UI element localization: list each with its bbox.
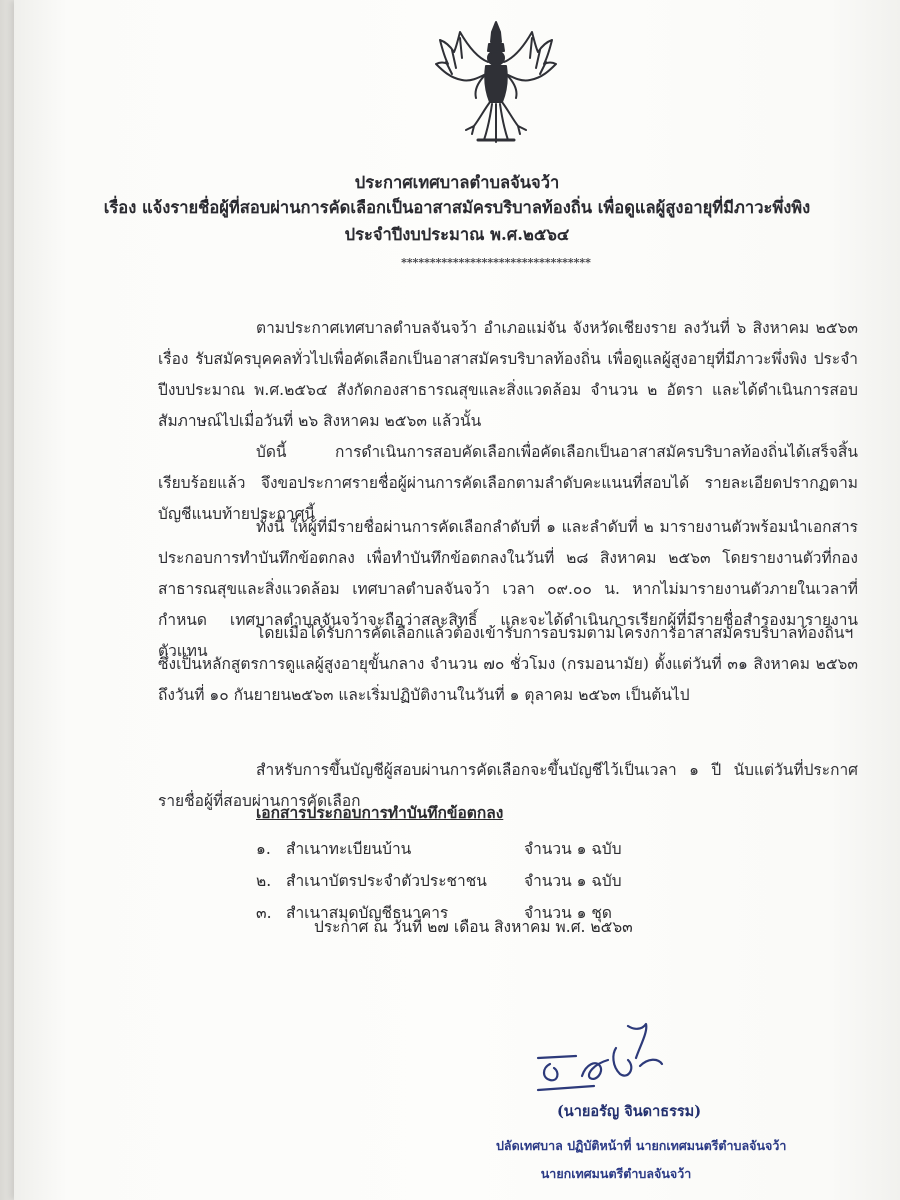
paragraph-1 — [158, 313, 858, 437]
separator-stars: ********************************* — [401, 256, 591, 269]
document-item-number: ๓. — [256, 904, 272, 922]
document-item-quantity: จำนวน ๑ ชุด — [524, 904, 612, 922]
paragraph-4-text: โดยเมื่อได้รับการคัดเลือกแล้วต้องเข้ารับการอบรมตามโครงการอาสาสมัครบริบาลท้องถิ่นฯ ซึ่งเป็นหลักสูตรการดูแลผู้สูงอายุขั้นกลาง จำนวน ๗๐ ชั่วโมง (กรมอนามัย) ตั้งแต่วันที่ ๓๑ สิงหาคม ๒๕๖๓ ถึงวันที่ ๑๐ กันยายน๒๕๖๓ และเริ่มปฏิบัติงานในวันที่ ๑ ตุลาคม ๒๕๖๓ เป็นต้นไป — [158, 624, 858, 704]
announcement-subject: เรื่อง แจ้งรายชื่อผู้ที่สอบผ่านการคัดเลือกเป็นอาสาสมัครบริบาลท้องถิ่น เพื่อดูแลผู้สูงอายุที่มีภาวะพึ่งพิง — [103, 198, 811, 217]
document-list-item — [256, 868, 622, 894]
garuda-emblem-icon — [434, 18, 558, 146]
document-item-number: ๒. — [256, 872, 272, 890]
document-list-item — [256, 836, 622, 862]
signer-name: (นายอรัญ จินดาธรรม) — [556, 1103, 702, 1120]
document-item-quantity: จำนวน ๑ ฉบับ — [524, 840, 622, 858]
announcement-title: ประกาศเทศบาลตำบลจันจว้า — [354, 173, 560, 192]
page-edge-shadow — [0, 0, 14, 1200]
signer-position-line-1: ปลัดเทศบาล ปฏิบัติหน้าที่ นายกเทศมนตรีตำบลจันจว้า — [496, 1138, 787, 1153]
document-item-name: สำเนาบัตรประจำตัวประชาชน — [286, 872, 487, 890]
document-item-name: สำเนาทะเบียนบ้าน — [286, 840, 412, 858]
documents-heading: เอกสารประกอบการทำบันทึกข้อตกลง — [256, 803, 504, 822]
paragraph-2-text: บัดนี้ การดำเนินการสอบคัดเลือกเพื่อคัดเลือกเป็นอาสาสมัครบริบาลท้องถิ่นได้เสร็จสิ้นเรียบร้อยแล้ว จึงขอประกาศรายชื่อผู้ผ่านการคัดเลือกตามลำดับคะแนนที่สอบได้ รายละเอียดปรากฏตามบัญชีแนบท้ายประกาศนี้ — [158, 443, 858, 523]
paragraph-1-text: ตามประกาศเทศบาลตำบลจันจว้า อำเภอแม่จัน จังหวัดเชียงราย ลงวันที่ ๖ สิงหาคม ๒๕๖๓ เรื่อง รับสมัครบุคคลทั่วไปเพื่อคัดเลือกเป็นอาสาสมัครบริบาลท้องถิ่น เพื่อดูแลผู้สูงอายุที่มีภาวะพึ่งพิง ประจำปีงบประมาณ พ.ศ.๒๕๖๔ สังกัดกองสาธารณสุขและสิ่งแวดล้อม จำนวน ๒ อัตรา และได้ดำเนินการสอบสัมภาษณ์ไปเมื่อวันที่ ๒๖ สิงหาคม ๒๕๖๓ แล้วนั้น — [158, 319, 858, 430]
document-item-quantity: จำนวน ๑ ฉบับ — [524, 872, 622, 890]
document-page — [14, 0, 900, 1200]
signer-position-line-2: นายกเทศมนตรีตำบลจันจว้า — [540, 1166, 692, 1181]
paragraph-4 — [158, 618, 858, 711]
paragraph-5-text: สำหรับการขึ้นบัญชีผู้สอบผ่านการคัดเลือกจะขึ้นบัญชีไว้เป็นเวลา ๑ ปี นับแต่วันที่ประกาศรายชื่อผู้ที่สอบผ่านการคัดเลือก — [158, 761, 858, 810]
document-item-number: ๑. — [256, 840, 271, 858]
document-item-name: สำเนาสมุดบัญชีธนาคาร — [286, 904, 449, 922]
announcement-date: ประกาศ ณ วันที่ ๒๗ เดือน สิงหาคม พ.ศ. ๒๕๖๓ — [314, 918, 633, 936]
paragraph-3-text: ทั้งนี้ ให้ผู้ที่มีรายชื่อผ่านการคัดเลือกลำดับที่ ๑ และลำดับที่ ๒ มารายงานตัวพร้อมนำเอกสารประกอบการทำบันทึกข้อตกลง เพื่อทำบันทึกข้อตกลงในวันที่ ๒๘ สิงหาคม ๒๕๖๓ โดยรายงานตัวที่กองสาธารณสุขและสิ่งแวดล้อม เทศบาลตำบลจันจว้า เวลา ๐๙.๐๐ น. หากไม่มารายงานตัวภายในเวลาที่กำหนด เทศบาลตำบลจันจว้าจะถือว่าสละสิทธิ์ และจะได้ดำเนินการเรียกผู้ที่มีรายชื่อสำรองมารายงานตัวแทน — [158, 518, 858, 660]
announcement-fiscal-year: ประจำปีงบประมาณ พ.ศ.๒๕๖๔ — [344, 225, 570, 244]
handwritten-signature-icon — [524, 1018, 684, 1108]
